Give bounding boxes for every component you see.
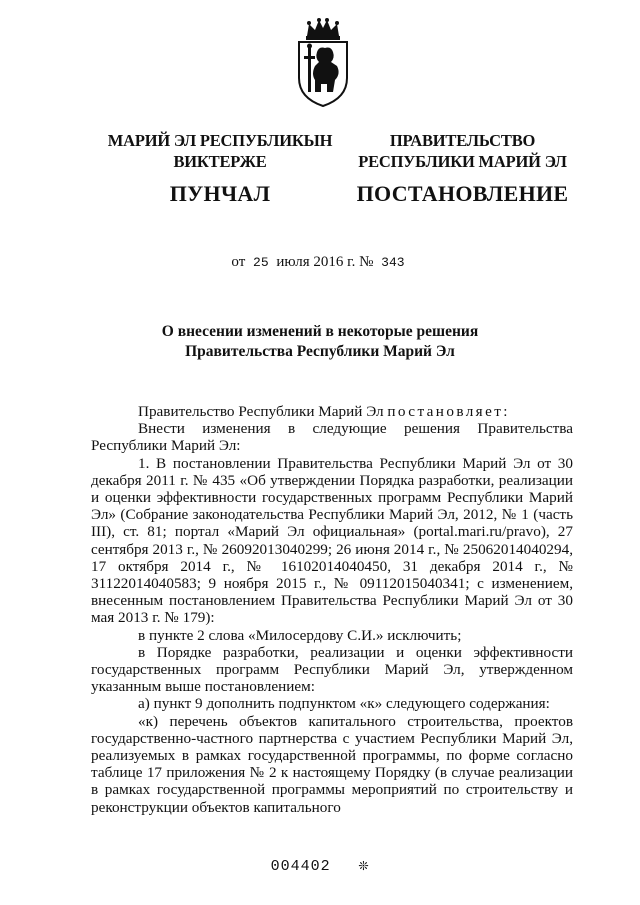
coat-of-arms-icon [295, 18, 351, 108]
body-paragraph: «к) перечень объектов капитального строительства, проектов государственно-частного партнерства с участием Республики Марий Эл, реализуемых в рамках государственной программы, по форме согласно таблице 17 приложения № 2 к настоящему Порядку (в случае реализации в рамках государственной программы мероприятий по строительству и реконструкции объектов капитального [91, 712, 573, 816]
document-body [91, 403, 573, 816]
body-paragraph: в пункте 2 слова «Милосердову С.И.» исключить; [138, 626, 462, 644]
body-paragraph: 1. В постановлении Правительства Республики Марий Эл от 30 декабря 2011 г. № 435 «Об утверждении Порядка разработки, реализации и оценки эффективности государственных программ Республики Марий Эл» (Собрание законодательства Республики Марий Эл, 2012, № 1 (часть III), ст. 81; портал «Марий Эл официальная» (portal.mari.ru/pravo), 27 сентября 2013 г., № 26092013040299; 26 июня 2014 г., № 25062014040294, 17 октября 2014 г., № 16102014040450, 31 декабря 2014 г., № 31122014040583; 9 ноября 2015 г., № 09112015040341; с изменением, внесенным постановлением Правительства Республики Марий Эл от 30 мая 2013 г. № 179): [91, 454, 573, 627]
body-paragraph: в Порядке разработки, реализации и оценки эффективности государственных программ Республики Марий Эл, утвержденном указанным выше постановлением: [91, 643, 573, 696]
header-right-block [345, 130, 580, 204]
subject-line1: О внесении изменений в некоторые решения [161, 323, 479, 340]
date-prefix: от [231, 254, 246, 270]
date-day: 25 [253, 255, 269, 270]
intro-prefix: Правительство Республики Марий Эл [138, 403, 388, 420]
serial-number: 004402 [270, 858, 331, 875]
subject-line2: Правительства Республики Марий Эл [185, 343, 455, 360]
header-right-line1: ПРАВИТЕЛЬСТВО [389, 131, 536, 150]
date-month-year: июля 2016 г. № [276, 254, 374, 270]
asterisk-mark-icon: ❊ [358, 857, 370, 875]
header-left-block [100, 130, 340, 204]
header-right-line2: РЕСПУБЛИКИ МАРИЙ ЭЛ [358, 152, 567, 171]
body-paragraph: а) пункт 9 дополнить подпунктом «к» следующего содержания: [138, 695, 550, 713]
intro-paragraph [91, 403, 573, 420]
date-line [0, 254, 640, 271]
intro-spaced-word: постановляет: [387, 403, 510, 420]
header-right-doctype: ПОСТАНОВЛЕНИЕ [356, 181, 569, 206]
header-left-line2: ВИКТЕРЖЕ [173, 152, 267, 171]
body-paragraph: Внести изменения в следующие решения Правительства Республики Марий Эл: [91, 420, 573, 455]
header-left-line1: МАРИЙ ЭЛ РЕСПУБЛИКЫН [107, 131, 333, 150]
document-subject [90, 322, 550, 362]
header-left-doctype: ПУНЧАЛ [169, 181, 271, 206]
footer [0, 855, 640, 875]
document-number: 343 [381, 255, 405, 270]
